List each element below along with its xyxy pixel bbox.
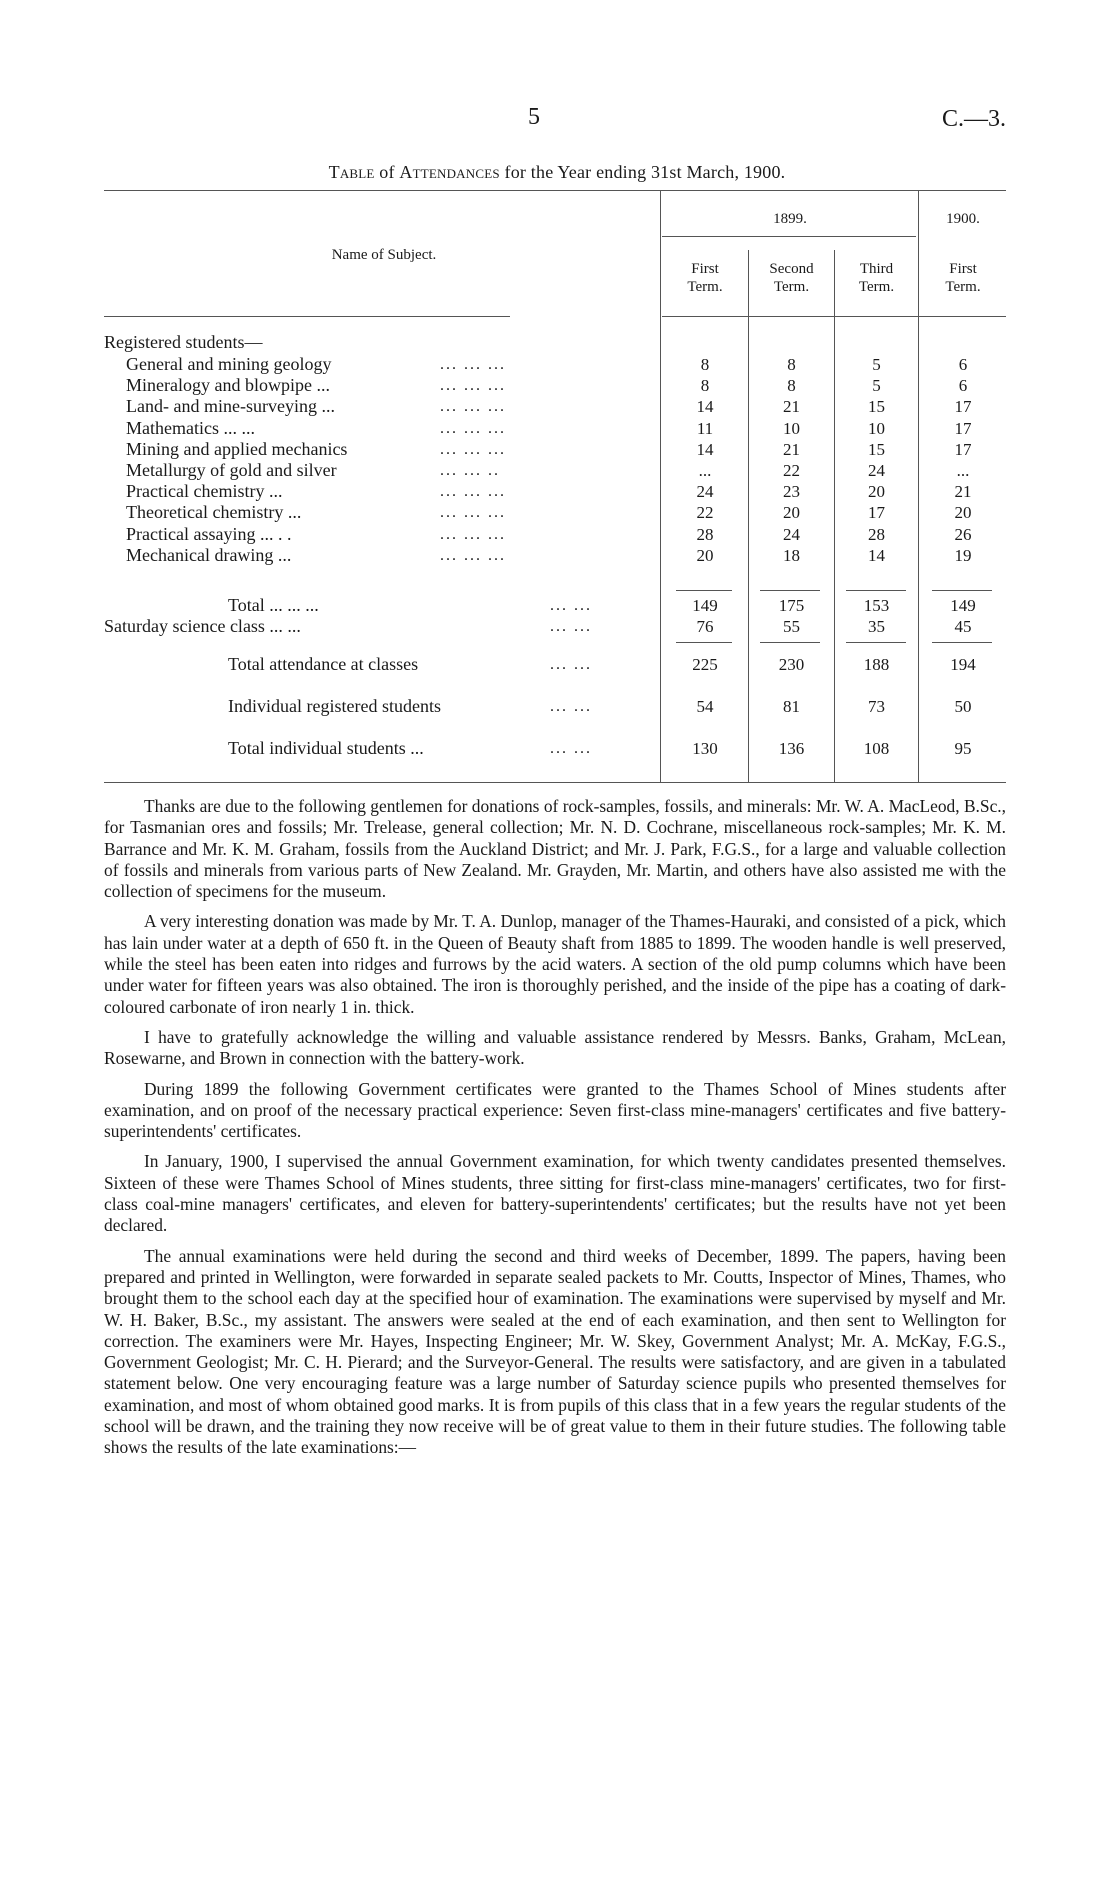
total-attendance-value: 230 [778, 655, 805, 674]
col-header-line2: Term. [858, 279, 895, 295]
individual-registered-value: 73 [868, 697, 885, 716]
total-attendance-value: 225 [692, 655, 718, 674]
subject-value: ... [698, 461, 712, 480]
leader-dots: ... ... ... [440, 525, 506, 543]
paragraph: I have to gratefully acknowledge the willing and valuable assistance rendered by Messrs. Banks, Graham, McLean, Rosewarne, and Brown in connection with the battery-work. [104, 1026, 1006, 1069]
subject-value: 20 [696, 545, 714, 565]
total-attendance-value: 194 [950, 655, 976, 674]
total-individual-value: 130 [692, 739, 718, 758]
subject-value: 19 [954, 545, 972, 565]
caption-prefix: Table [328, 162, 375, 182]
subject-value: 28 [696, 524, 714, 544]
subject-label: Theoretical chemistry ... [126, 502, 302, 523]
leader-dots: ... ... ... [440, 440, 506, 458]
attendance-table [104, 190, 1006, 784]
saturday-dots: ... ... [550, 618, 592, 635]
year-1899-header: 1899. [773, 211, 807, 227]
leader-dots: ... ... .. [440, 462, 500, 479]
subject-value: 8 [787, 355, 796, 374]
subject-value: 17 [954, 397, 972, 417]
total-individual-value: 136 [778, 739, 805, 758]
total-label: Total ... ... ... [228, 595, 319, 615]
total-individual-dots: ... ... [550, 740, 592, 757]
subject-value: 17 [954, 439, 972, 459]
caption-main: Attendances [399, 162, 500, 182]
individual-registered-value: 50 [954, 697, 972, 716]
subject-value: 28 [868, 524, 885, 544]
subject-value: ... [956, 461, 970, 480]
attendance-rule-1 [760, 642, 820, 643]
subject-value: 10 [783, 418, 800, 438]
attendance-rule-2 [846, 642, 906, 643]
subject-label: General and mining geology [126, 354, 332, 374]
subject-value: 18 [783, 545, 800, 565]
subject-value: 20 [868, 482, 885, 502]
col-header-line2: Term. [945, 279, 981, 295]
col-divider-1 [660, 190, 661, 782]
table-top-rule [104, 190, 1006, 191]
year-1899-underline [662, 236, 916, 237]
total-value: 149 [950, 596, 976, 615]
subject-value: 22 [783, 461, 800, 480]
col-header-first-1899 [662, 260, 748, 296]
total-value: 153 [863, 596, 890, 615]
subject-label: Mineralogy and blowpipe ... [126, 375, 330, 396]
col-header-line2: Term. [687, 279, 723, 295]
total-attendance-dots: ... ... [550, 656, 592, 673]
leader-dots: ... ... ... [440, 356, 506, 373]
individual-registered-label: Individual registered students [228, 696, 441, 716]
subject-value: 15 [868, 439, 885, 459]
section-label: Registered students— [104, 332, 263, 352]
subject-value: 26 [954, 524, 972, 544]
col-header-line1: Third [859, 261, 894, 277]
col-header-line1: Second [769, 261, 814, 277]
subject-value: 21 [783, 439, 800, 459]
subject-value: 6 [958, 376, 968, 396]
col-header-third-1899 [835, 260, 918, 296]
subject-value: 15 [868, 397, 885, 417]
leader-dots: ... ... ... [440, 504, 506, 522]
total-value: 149 [692, 596, 718, 615]
attendance-rule-0 [676, 642, 732, 643]
year-1900-header: 1900. [946, 211, 980, 227]
caption-rest: for the Year ending 31st March, 1900. [504, 162, 786, 182]
subject-value: 20 [954, 503, 972, 523]
subject-value: 23 [783, 482, 800, 502]
total-individual-value: 108 [863, 739, 890, 758]
leader-dots: ... ... ... [440, 419, 506, 437]
total-individual-value: 95 [954, 739, 972, 758]
paragraph: Thanks are due to the following gentlemen for donations of rock-samples, fossils, and minerals: Mr. W. A. MacLeod, B.Sc., for Tasmanian ores and fossils; Mr. Trelease, general collection; Mr. N. D. Cochrane, miscellaneous rock-samples; Mr. K. M. Barrance and Mr. K. M. Graham, fossils from the Auckland District; and Mr. J. Park, F.G.S., for a large and valuable collection of fossils and minerals from various parts of New Zealand. Mr. Grayden, Mr. Martin, and others have also assisted me with the collection of specimens for the museum. [104, 796, 1006, 902]
subject-value: 17 [954, 418, 972, 438]
total-dots: ... ... [550, 597, 592, 614]
saturday-value: 76 [696, 617, 714, 636]
saturday-value: 55 [783, 617, 800, 636]
subject-value: 11 [696, 418, 714, 438]
subject-value: 24 [868, 461, 885, 480]
subject-value: 20 [783, 503, 800, 523]
name-of-subject-header: Name of Subject. [331, 247, 437, 263]
subject-value: 21 [954, 482, 972, 502]
header-bottom-rule-left [104, 316, 510, 317]
total-value: 175 [778, 596, 805, 615]
subject-value: 8 [700, 376, 710, 396]
individual-registered-dots: ... ... [550, 698, 592, 715]
leader-dots: ... ... ... [440, 546, 506, 564]
leader-dots: ... ... ... [440, 483, 506, 501]
subject-label: Mining and applied mechanics [126, 438, 348, 459]
total-rule-2 [846, 590, 906, 591]
subject-value: 5 [872, 376, 881, 396]
subject-value: 14 [696, 439, 714, 459]
total-rule-3 [932, 590, 992, 591]
subject-value: 14 [868, 545, 885, 565]
subject-value: 10 [868, 418, 885, 438]
document-code: C.—3. [941, 106, 1006, 132]
attendance-rule-3 [932, 642, 992, 643]
col-header-first-1900 [920, 260, 1006, 296]
subject-value: 17 [868, 503, 885, 523]
col-header-second-1899 [749, 260, 834, 296]
table-caption [0, 162, 1114, 183]
individual-registered-value: 54 [696, 697, 714, 716]
col-header-line1: First [949, 261, 977, 277]
subject-value: 14 [696, 397, 714, 417]
total-rule-1 [760, 590, 820, 591]
subject-value: 6 [958, 355, 968, 374]
subject-label: Land- and mine-surveying ... [126, 396, 335, 417]
saturday-label: Saturday science class ... ... [104, 616, 301, 636]
paragraph: A very interesting donation was made by Mr. T. A. Dunlop, manager of the Thames-Hauraki, and consisted of a pick, which has lain under water at a depth of 650 ft. in the Queen of Beauty shaft from 1885 to 1899. The wooden handle is well preserved, while the steel has been eaten into ridges and furrows by the acid waters. A section of the old pump columns which have been under water for fifteen years was also obtained. The iron is thoroughly perished, and the inside of the pipe has a coating of dark-coloured carbonate of iron nearly 1 in. thick. [104, 911, 1006, 1017]
subject-value: 8 [700, 355, 710, 374]
subject-value: 22 [696, 503, 714, 523]
total-attendance-value: 188 [863, 655, 890, 674]
subject-value: 8 [787, 376, 796, 396]
paragraph: The annual examinations were held during the second and third weeks of December, 1899. The papers, having been prepared and printed in Wellington, were forwarded in separate sealed packets to Mr. Coutts, Inspector of Mines, Thames, who brought them to the school each day at the specified hour of examination. The examinations were supervised by myself and Mr. W. H. Baker, B.Sc., my assistant. The answers were sealed at the end of each examination, and then sent to Wellington for correction. The examiners were Mr. Hayes, Inspecting Engineer; Mr. W. Skey, Government Analyst; Mr. A. McKay, F.G.S., Government Geologist; Mr. C. H. Pierard; and the Surveyor-General. The results were satisfactory, and are given in a tabulated statement below. One very encouraging feature was a large number of Saturday science pupils who presented themselves for examination, and most of whom obtained good marks. It is from pupils of this class that in a few years the regular students of the school will be drawn, and the training they now receive will be of great value to them in their future studies. The following table shows the results of the late examinations:— [104, 1245, 1006, 1458]
col-divider-4 [918, 190, 919, 782]
subject-label: Practical assaying ... . . [126, 523, 292, 544]
caption-of: of [379, 162, 395, 182]
subject-value: 24 [783, 524, 800, 544]
total-attendance-label: Total attendance at classes [228, 654, 419, 674]
page-number: 5 [528, 104, 540, 130]
subject-label: Practical chemistry ... [126, 481, 283, 502]
total-individual-label: Total individual students ... [228, 738, 424, 758]
subject-value: 5 [872, 355, 881, 374]
paragraph: In January, 1900, I supervised the annual Government examination, for which twenty candidates presented themselves. Sixteen of these were Thames School of Mines students, three sitting for first-class mine-managers' certificates, two for first-class coal-mine managers' certificates, and eleven for battery-superintendents' certificates; but the results have not yet been declared. [104, 1151, 1006, 1236]
subject-label: Mechanical drawing ... [126, 544, 292, 565]
col-header-line1: First [691, 261, 719, 277]
leader-dots: ... ... ... [440, 398, 506, 416]
paragraph: During 1899 the following Government certificates were granted to the Thames School of Mines students after examination, and on proof of the necessary practical experience: Seven first-class mine-managers' certificates and five battery-superintendents' certificates. [104, 1078, 1006, 1142]
individual-registered-value: 81 [783, 697, 800, 716]
leader-dots: ... ... ... [440, 377, 506, 395]
table-bottom-rule [104, 782, 1006, 783]
body-text [104, 796, 1006, 1468]
subject-label: Mathematics ... ... [126, 417, 255, 438]
subject-label: Metallurgy of gold and silver [126, 460, 337, 480]
subject-value: 21 [783, 397, 800, 417]
total-rule-0 [676, 590, 732, 591]
saturday-value: 45 [954, 617, 972, 636]
col-header-line2: Term. [773, 279, 810, 295]
subject-value: 24 [696, 482, 714, 502]
saturday-value: 35 [868, 617, 885, 636]
